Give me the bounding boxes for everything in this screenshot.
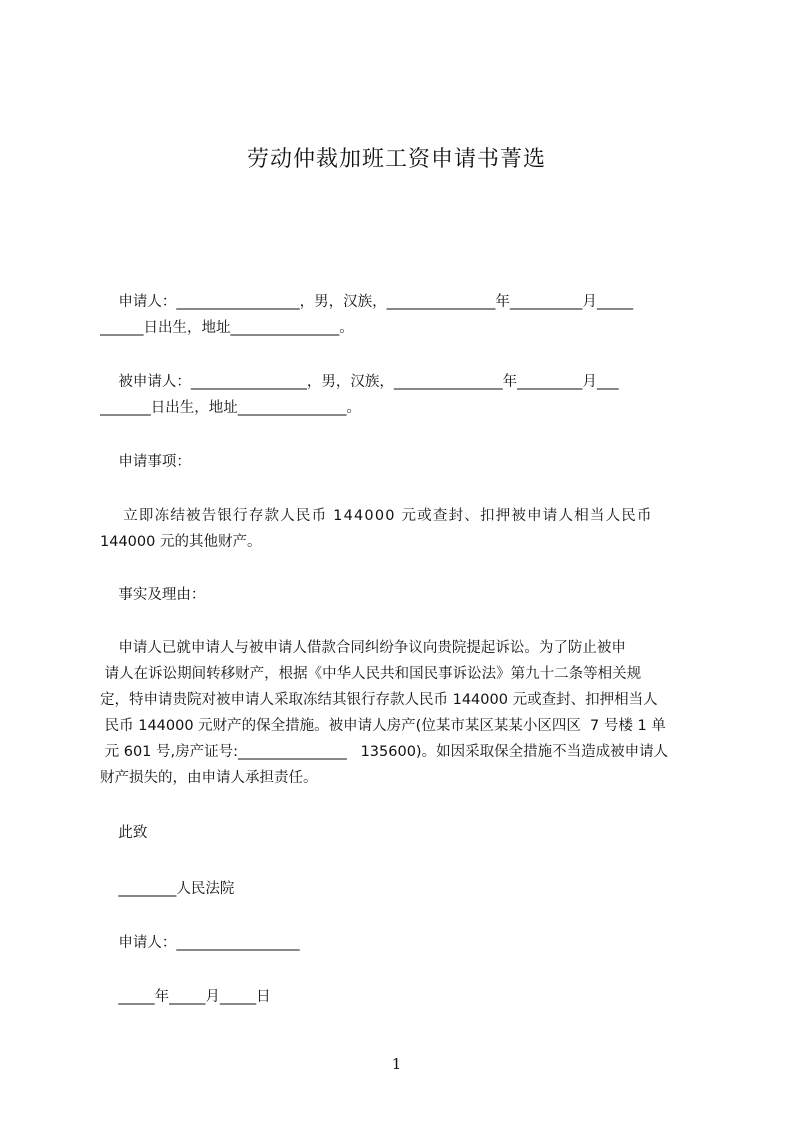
request-body-line-2: 144000 元的其他财产。 (100, 534, 262, 550)
facts-line-1: 申请人已就申请人与被申请人借款合同纠纷争议向贵院提起诉讼。为了防止被申 (100, 640, 626, 656)
facts-line-5: 元 601 号,房产证号:_______________ 135600)。如因采取保全措施不当造成被申请人 (100, 744, 669, 760)
page-number: 1 (391, 1055, 402, 1073)
facts-line-6: 财产损失的，由申请人承担责任。 (100, 770, 318, 786)
facts-line-4: 民币 144000 元财产的保全措施。被申请人房产(位某市某区某某小区四区 7 号楼 1 单 (100, 718, 666, 734)
court-line: ________人民法院 (100, 881, 235, 897)
request-heading: 申请事项： (100, 454, 191, 470)
facts-heading: 事实及理由： (100, 587, 206, 603)
closing-text: 此致 (100, 825, 148, 841)
facts-line-2: 请人在诉讼期间转移财产，根据《中华人民共和国民事诉讼法》第九十二条等相关规 (100, 666, 642, 682)
date-line: _____年_____月_____日 (100, 989, 271, 1005)
respondent-line-2: _______日出生，地址_______________。 (100, 400, 361, 416)
applicant-line-1: 申请人：_________________，男，汉族，_______________年__________月_____ (100, 294, 634, 310)
signature-line: 申请人：_________________ (100, 935, 300, 951)
respondent-line-1: 被申请人：________________，男，汉族，_______________年_________月___ (100, 374, 619, 390)
request-body-line-1: 立即冻结被告银行存款人民币 144000 元或查封、扣押被申请人相当人民币 (100, 508, 653, 524)
facts-line-3: 定，特申请贵院对被申请人采取冻结其银行存款人民币 144000 元或查封、扣押相当人 (100, 692, 658, 708)
document-title: 劳动仲裁加班工资申请书菁选 (246, 147, 546, 172)
applicant-line-2: ______日出生，地址_______________。 (100, 320, 354, 336)
